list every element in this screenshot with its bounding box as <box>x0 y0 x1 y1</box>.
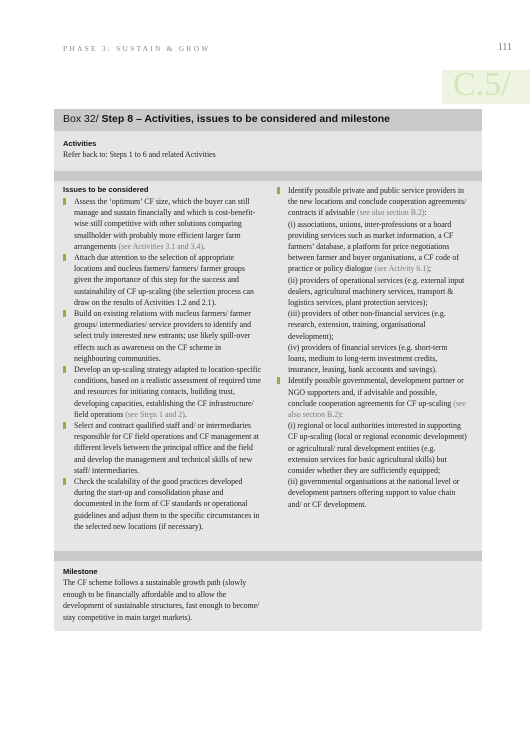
sub-item <box>288 275 467 309</box>
cross-reference: (see also section B.2) <box>357 208 425 218</box>
item-text: (iv) providers of financial services (e.g. short-term loans, medium to long-term investment credits, insurance, leasing, bank accounts and savings). <box>288 342 448 375</box>
issue-item: Identify possible private and public service providers in the new locations and conclude cooperation agreements/ contracts if advisable (see also section B.2): (i) associations, unions, inter-professions or a board providing services such as market information, a CF farmers’ database, a platform for price negotiations between farmer and buyer organisations, a CF code of practice or policy dialogue (see Activity 6.1); (ii) providers of operational services (e.g. external input dealers, agricultural machinery services, transport & logistics services, plant protection services); (iii) providers of other non-financial services (e.g. research, extension, training, organisational development); (iv) providers of financial services (e.g. short-term loans, medium to long-term investment credits, insurance, leasing, bank accounts and savings). <box>277 185 467 375</box>
page-number: 111 <box>497 42 512 53</box>
section-divider <box>54 551 482 561</box>
milestone-heading: Milestone <box>63 567 98 576</box>
issue-item <box>63 420 263 476</box>
item-text: (iii) providers of other non-financial services (e.g. research, extension, training, organisational development); <box>288 309 446 341</box>
issue-item: Develop an up-scaling strategy adapted to location-specific conditions, based on a realistic assessment of required time and resources for initiating contacts, building trust, developing capacities, establishing the CF infrastructure/ field operations (see Steps 1 and 2). <box>63 364 263 420</box>
item-text: Assess the ‘optimum’ CF size, which the buyer can still manage and sustain financially and which is cost-benefit-wise still competitive with other solutions comparing smallholder with probably more efficient larger farm arrangements <box>74 197 256 251</box>
sub-item <box>288 308 467 342</box>
item-text: (ii) governmental organisations at the national level or development partners offering support to value chain and/ or CF development. <box>288 477 460 509</box>
item-text: (ii) providers of operational services (e.g. external input dealers, agricultural machinery services, transport & logistics services, plant protection services); <box>288 275 465 308</box>
box-title <box>63 113 390 125</box>
issue-item: Assess the ‘optimum’ CF size, which the buyer can still manage and sustain financially and which is cost-benefit-wise still competitive with other solutions comparing smallholder with probably more efficient larger farm arrangements (see Activities 3.1 and 3.4). <box>63 196 263 252</box>
item-text: Attach due attention to the selection of appropriate locations and nucleus farmers/ farmers/ farmer groups given the importance of this step for the success and sustainability of CF up-scaling (the selection process can draw on the results of Activities 1.2 and 2.1). <box>74 253 254 307</box>
section-divider <box>54 171 482 181</box>
item-text: Build on existing relations with nucleus farmers/ farmer groups/ intermediaries/ service providers to identify and select truly interested new entrants; use likely spill-over effects such as awareness on the CF scheme in neighbouring communities. <box>74 309 252 363</box>
item-text: (i) associations, unions, inter-professions or a board providing services such as market information, a CF farmers’ database, a platform for price negotiations between farmer and buyer organisations, a CF code of practice or policy dialogue <box>288 219 459 274</box>
item-text: Identify possible governmental, development partner or NGO supporters and, if advisable and possible, conclude cooperation agreements for CF up-scaling <box>288 376 464 408</box>
issues-right-column <box>277 185 467 510</box>
issue-item <box>63 476 263 532</box>
item-text: Check the scalability of the good practices developed during the start-up and consolidation phase and documented in the form of CF standards or operational guidelines and adjust them to the specific circumstances in the selected new locations (if necessary). <box>74 477 260 531</box>
issues-left-column <box>63 196 263 532</box>
issues-heading: Issues to be considered <box>63 185 149 194</box>
box-number: Box 32/ <box>63 113 99 125</box>
item-text: Identify possible private and public service providers in the new locations and conclude cooperation agreements/ contracts if advisable <box>288 186 467 218</box>
sub-item <box>288 420 467 476</box>
cross-reference: (see Activity 6.1) <box>374 264 429 274</box>
item-text: (i) regional or local authorities interested in supporting CF up-scaling (local or regional economic development) or agricultural/ rural development entities (e.g. extension services for basic agricultural skills) but consider whether they are sufficiently equipped; <box>288 421 467 476</box>
issue-item: Identify possible governmental, development partner or NGO supporters and, if advisable and possible, conclude cooperation agreements for CF up-scaling (see also section B.2): (i) regional or local authorities interested in supporting CF up-scaling (local or regional economic development) or agricultural/ rural development entities (e.g. extension services for basic agricultural skills) but consider whether they are sufficiently equipped; (ii) governmental organisations at the national level or development partners offering support to value chain and/ or CF development. <box>277 375 467 509</box>
sub-item <box>288 476 467 510</box>
sub-item: (i) associations, unions, inter-professions or a board providing services such as market information, a CF farmers’ database, a platform for price negotiations between farmer and buyer organisations, a CF code of practice or policy dialogue (see Activity 6.1); <box>288 219 459 274</box>
sub-item <box>288 342 467 376</box>
issue-item <box>63 252 263 308</box>
item-text: Develop an up-scaling strategy adapted to location-specific conditions, based on a realistic assessment of required time and resources for initiating contacts, building trust, developing capacities, establishing the CF infrastructure/ field operations <box>74 365 262 419</box>
box-title-text: Step 8 – Activities, issues to be considered and milestone <box>101 113 390 125</box>
cross-reference: (see Steps 1 and 2) <box>125 409 185 419</box>
cross-reference: (see also section B.2) <box>288 398 466 420</box>
cross-reference: (see Activities 3.1 and 3.4) <box>118 241 204 251</box>
section-code: C.5/ <box>453 66 511 103</box>
issue-item <box>63 308 263 364</box>
running-header-phase: PHASE 3: SUSTAIN & GROW <box>63 44 211 53</box>
activities-text: Refer back to: Steps 1 to 6 and related Activities <box>63 150 216 159</box>
item-text: Select and contract qualified staff and/ or intermediaries responsible for CF field operations and CF management at different levels between the principal office and the field and develop the management and technical skills of new staff/ intermediaries. <box>74 421 259 475</box>
milestone-text: The CF scheme follows a sustainable growth path (slowly enough to be financially affordable and to allow the development of sustainable structures, fast enough to become/ stay competitive in main target markets). <box>63 578 260 622</box>
activities-heading: Activities <box>63 139 97 148</box>
